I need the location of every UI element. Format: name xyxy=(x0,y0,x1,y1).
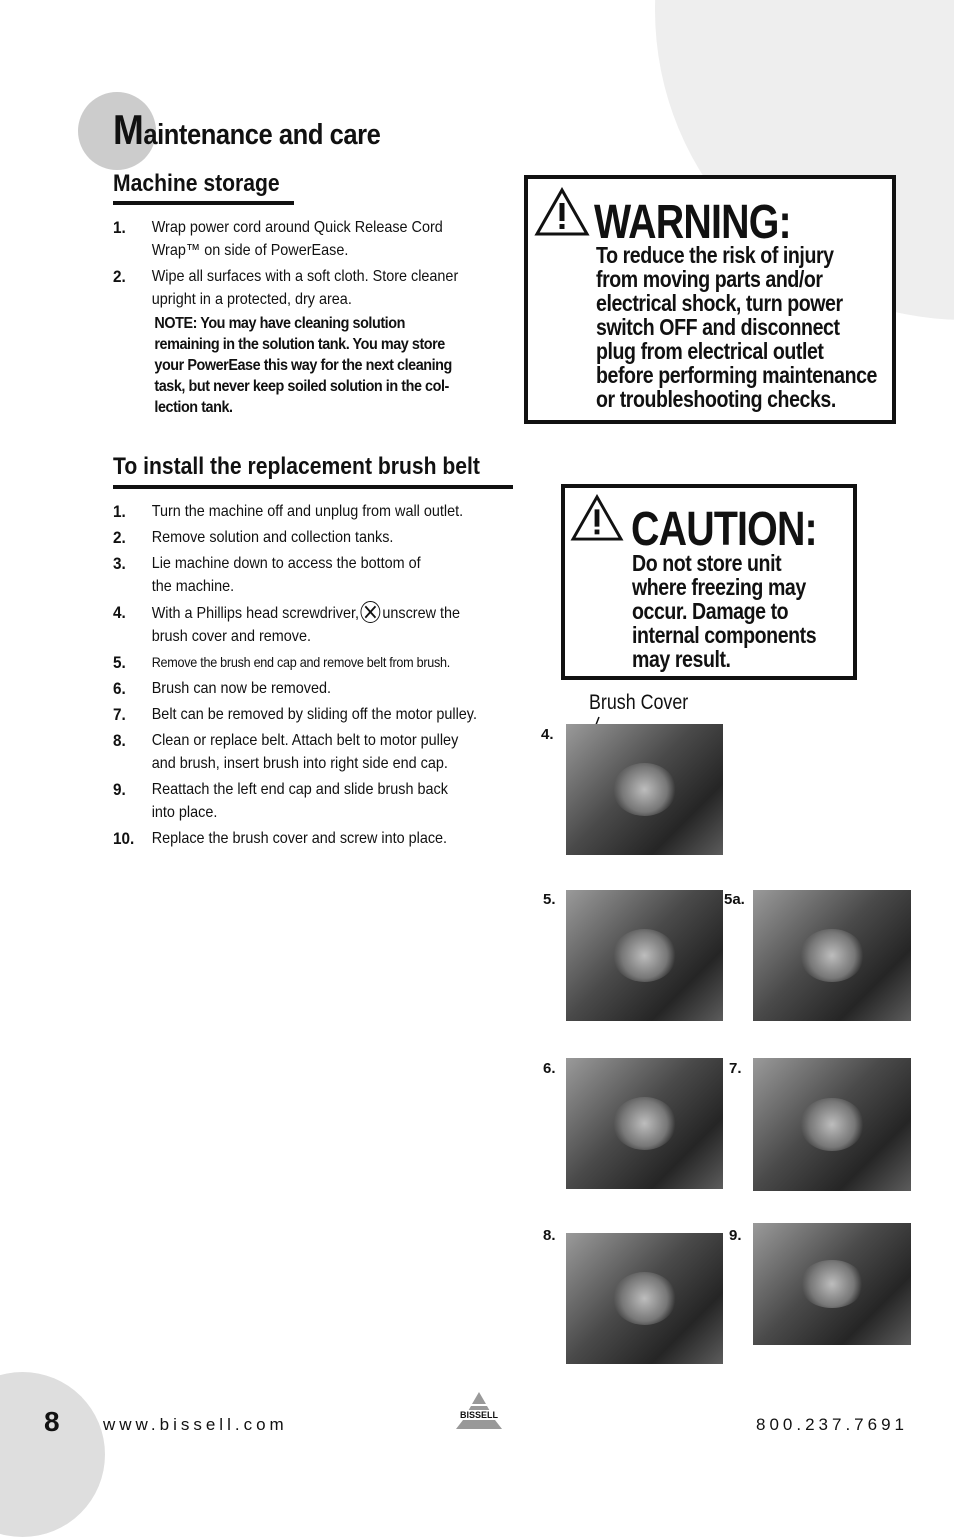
caution-box xyxy=(561,484,857,680)
bissell-logo-icon xyxy=(450,1390,508,1430)
photo-label: 5a. xyxy=(724,891,745,908)
storage-list xyxy=(113,216,523,418)
caution-title: CAUTION: xyxy=(631,503,817,556)
storage-note: NOTE: You may have cleaning solution remaining in the solution tank. You may store your PowerEase this way for the next cleaning task, but never keep soiled solution in the col- lection tank. xyxy=(154,315,452,416)
machine-storage-heading: Machine storage xyxy=(113,170,280,197)
footer-website: www.bissell.com xyxy=(103,1415,288,1434)
photo-step-5a xyxy=(753,890,911,1021)
page-number: 8 xyxy=(44,1406,60,1437)
list-item: 8. Clean or replace belt. Attach belt to motor pulley and brush, insert brush into right side end cap. xyxy=(113,731,459,772)
list-item: 1. Wrap power cord around Quick Release Cord Wrap™ on side of PowerEase. xyxy=(113,218,443,259)
photo-step-7 xyxy=(753,1058,911,1191)
list-item: 7. Belt can be removed by sliding off the motor pulley. xyxy=(113,705,477,724)
heading-underline xyxy=(113,485,513,489)
caution-message: Do not store unit where freezing may occur. Damage to internal components may result. xyxy=(632,550,817,672)
list-item: 5. Remove the brush end cap and remove belt from brush. xyxy=(113,653,451,672)
heading-underline xyxy=(113,201,294,205)
list-item: 4. With a Phillips head screwdriver, unscrew the brush cover and remove. xyxy=(113,603,461,645)
footer-phone: 800.237.7691 xyxy=(756,1415,908,1434)
photo-label: 5. xyxy=(543,891,556,908)
photo-label: 4. xyxy=(541,726,554,743)
list-item: 6. Brush can now be removed. xyxy=(113,679,331,698)
photo-label: 6. xyxy=(543,1060,556,1077)
warning-box xyxy=(524,175,896,424)
list-item: 10. Replace the brush cover and screw into place. xyxy=(113,829,448,848)
caution-triangle-icon xyxy=(570,494,624,542)
phillips-screw-icon xyxy=(361,601,381,623)
photo-step-4 xyxy=(566,724,723,855)
svg-text:BISSELL: BISSELL xyxy=(459,1410,499,1420)
page-title: Maintenance and care xyxy=(113,106,381,153)
photo-label: 7. xyxy=(729,1060,742,1077)
warning-title: WARNING: xyxy=(594,196,791,249)
list-item: 2. Remove solution and collection tanks. xyxy=(113,528,394,547)
photo-step-9 xyxy=(753,1223,911,1345)
photo-step-5 xyxy=(566,890,723,1021)
warning-triangle-icon xyxy=(534,187,590,237)
list-item: 9. Reattach the left end cap and slide brush back into place. xyxy=(113,780,448,821)
list-item: 2. Wipe all surfaces with a soft cloth. Store cleaner upright in a protected, dry area. NOTE: You may have cleaning solution remaining in the solution tank. You may store your PowerEase this way for the next cleaning task, but never keep soiled solution in the col- lection tank. xyxy=(113,265,482,418)
list-item: 1. Turn the machine off and unplug from wall outlet. xyxy=(113,502,464,521)
photo-step-8 xyxy=(566,1233,723,1364)
warning-message: To reduce the risk of injury from moving parts and/or electrical shock, turn power switch OFF and disconnect plug from electrical outlet before performing maintenance or troubleshooting checks. xyxy=(596,242,877,412)
photo-step-6 xyxy=(566,1058,723,1189)
page-number-circle xyxy=(0,1372,105,1537)
belt-list xyxy=(113,500,553,850)
photo-label: 9. xyxy=(729,1227,742,1244)
brush-cover-label: Brush Cover xyxy=(589,691,689,714)
photo-label: 8. xyxy=(543,1227,556,1244)
brush-belt-heading: To install the replacement brush belt xyxy=(113,453,480,480)
list-item: 3. Lie machine down to access the bottom of the machine. xyxy=(113,554,421,595)
